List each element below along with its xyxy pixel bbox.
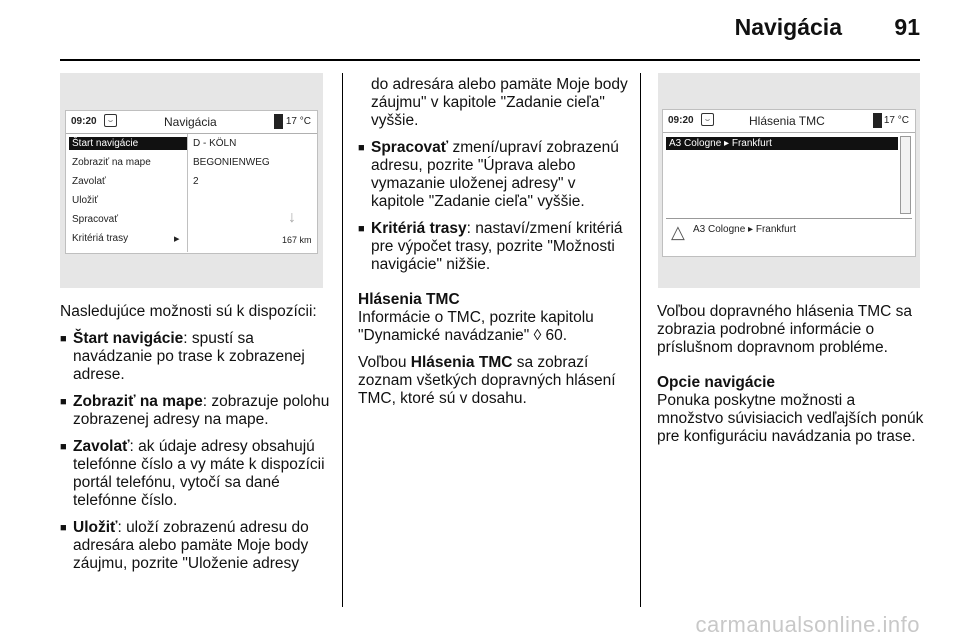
tmc-screenshot bbox=[658, 73, 920, 288]
screen-title: Navigácia bbox=[164, 115, 217, 129]
warning-triangle-icon: △ bbox=[671, 222, 685, 242]
bullet-edit bbox=[358, 139, 630, 211]
menu-item-edit[interactable]: Spracovať bbox=[72, 214, 118, 225]
signal-icon: ⌣ bbox=[701, 113, 714, 126]
description: : zobrazuje polohu zobrazenej adresy na mape. bbox=[73, 393, 330, 428]
description: : nastaví/zmení kritériá pre výpočet trasy, pozrite "Možnosti navigácie" nižšie. bbox=[371, 220, 623, 273]
term: Štart navigácie bbox=[73, 330, 184, 347]
tmc-info: Informácie o TMC, pozrite kapitolu "Dynamické navádzanie" ◊ 60. bbox=[358, 309, 594, 344]
menu-item-save[interactable]: Uložiť bbox=[72, 195, 98, 206]
text: sa zobrazí zoznam všetkých dopravných hlásení TMC, ktoré sú v dosahu. bbox=[358, 354, 616, 407]
arrow-down-icon: ↓ bbox=[288, 209, 296, 226]
page-number: 91 bbox=[894, 14, 920, 40]
tmc-heading: Hlásenia TMC bbox=[358, 291, 460, 308]
address-street: BEGONIENWEG bbox=[193, 157, 270, 168]
watermark: carmanualsonline.info bbox=[695, 612, 920, 637]
column-3 bbox=[657, 303, 925, 455]
description: zmení/upraví zobrazenú adresu, pozrite "Úprava alebo vymazanie uloženej adresy" v kapitole "Zadanie cieľa" vyššie. bbox=[371, 139, 619, 210]
temperature: 17 °C bbox=[285, 116, 311, 127]
column-1 bbox=[60, 303, 332, 582]
menu-item-start-navigation[interactable]: Štart navigácie bbox=[69, 137, 187, 150]
options-heading: Opcie navigácie bbox=[657, 374, 776, 391]
address-city: D - KÖLN bbox=[193, 138, 237, 149]
description: : spustí sa navádzanie po trase k zobrazenej adrese. bbox=[73, 330, 305, 383]
bullet-call bbox=[60, 438, 332, 510]
status-bar bbox=[663, 110, 915, 133]
address-number: 2 bbox=[193, 176, 199, 187]
chevron-right-icon: ▸ bbox=[174, 233, 180, 245]
scrollbar[interactable] bbox=[900, 136, 911, 214]
navigation-screen bbox=[65, 110, 318, 254]
temperature: 17 °C bbox=[883, 115, 909, 126]
description: : uloží zobrazenú adresu do adresára alebo pamäte Moje body záujmu, pozrite "Uloženie adresy bbox=[73, 519, 309, 572]
bullet-route-criteria bbox=[358, 220, 630, 274]
header-rule bbox=[60, 59, 920, 61]
navigation-screenshot bbox=[60, 73, 323, 288]
text: Voľbou bbox=[358, 354, 411, 371]
continued-text: do adresára alebo pamäte Moje body záujmu" v kapitole "Zadanie cieľa" vyššie. bbox=[371, 76, 628, 129]
column-separator-2 bbox=[640, 73, 641, 607]
menu-item-show-on-map[interactable]: Zobraziť na mape bbox=[72, 157, 151, 168]
thermometer-icon bbox=[873, 113, 882, 128]
bullet-show-on-map bbox=[60, 393, 332, 429]
term: Kritériá trasy bbox=[371, 220, 467, 237]
term: Spracovať bbox=[371, 139, 449, 156]
tmc-screen bbox=[662, 109, 916, 257]
thermometer-icon bbox=[274, 114, 283, 129]
status-bar bbox=[66, 111, 317, 134]
term: Zobraziť na mape bbox=[73, 393, 203, 410]
term: Hlásenia TMC bbox=[410, 354, 513, 371]
tmc-detail-item: A3 Cologne ▸ Frankfurt bbox=[693, 224, 796, 235]
signal-icon: ⌣ bbox=[104, 114, 117, 127]
term: Zavolať bbox=[73, 438, 130, 455]
menu-item-route-criteria[interactable]: Kritériá trasy bbox=[72, 233, 129, 244]
divider bbox=[666, 218, 912, 219]
menu-divider bbox=[187, 134, 188, 252]
tmc-detail-text: Voľbou dopravného hlásenia TMC sa zobrazia podrobné informácie o príslušnom dopravnom probléme. bbox=[657, 303, 912, 356]
menu-item-call[interactable]: Zavolať bbox=[72, 176, 106, 187]
column-2 bbox=[358, 76, 630, 417]
bullet-save bbox=[60, 519, 332, 573]
column-separator-1 bbox=[342, 73, 343, 607]
term: Uložiť bbox=[73, 519, 118, 536]
distance: 167 km bbox=[282, 235, 312, 245]
page-title: Navigácia bbox=[734, 14, 842, 40]
bullet-start-navigation bbox=[60, 330, 332, 384]
description: : ak údaje adresy obsahujú telefónne číslo a vy máte k dispozícii portál telefónu, vytočí sa dané telefónne číslo. bbox=[73, 438, 325, 509]
tmc-list-text bbox=[358, 354, 630, 408]
options-intro: Nasledujúce možnosti sú k dispozícii: bbox=[60, 303, 317, 320]
options-text: Ponuka poskytne možnosti a množstvo súvisiacich vedľajších ponúk pre konfiguráciu navádzania po trase. bbox=[657, 392, 924, 445]
tmc-list-item[interactable]: A3 Cologne ▸ Frankfurt bbox=[666, 137, 898, 150]
clock: 09:20 bbox=[71, 116, 97, 127]
clock: 09:20 bbox=[668, 115, 694, 126]
screen-title: Hlásenia TMC bbox=[749, 114, 825, 128]
